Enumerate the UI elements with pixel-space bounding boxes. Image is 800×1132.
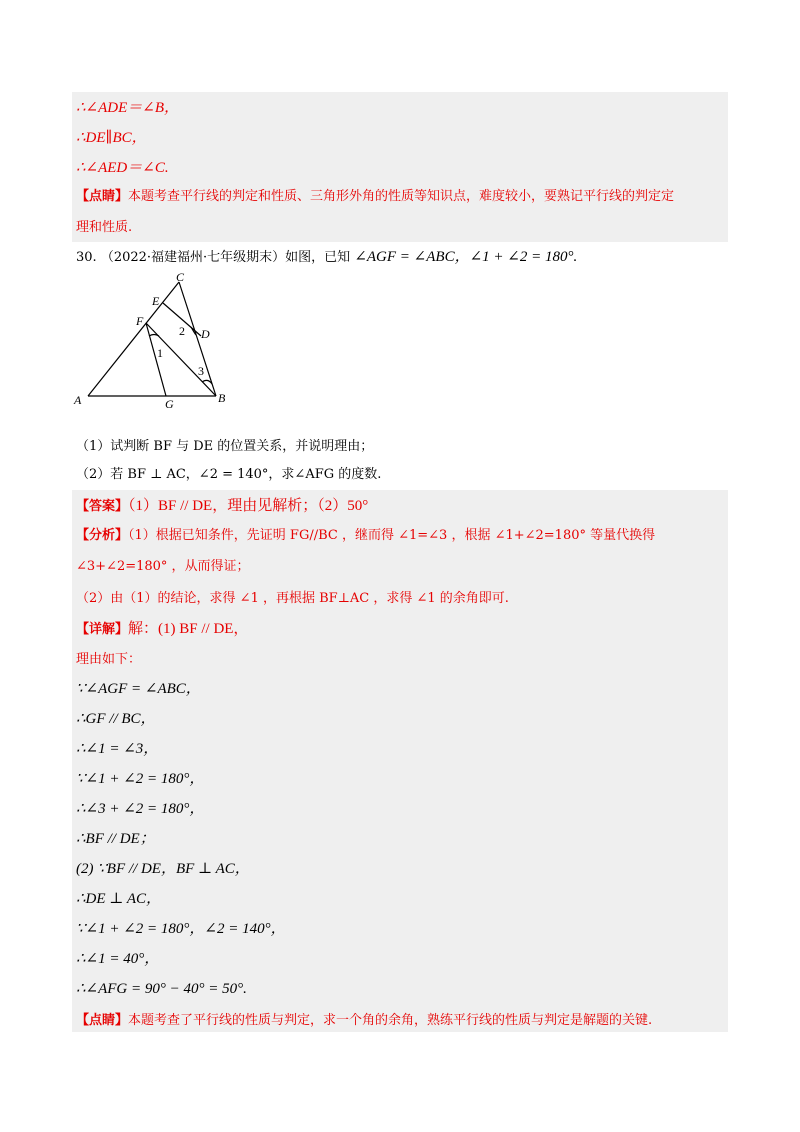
problem-source: （2022·福建福州·七年级期末）如图，已知 xyxy=(100,250,351,265)
solution-step: ∴GF // BC， xyxy=(76,711,156,727)
top-step-1: ∴∠ADE＝∠B， xyxy=(76,100,180,116)
label-D: D xyxy=(201,327,210,341)
segment-AC xyxy=(88,282,179,396)
question-2: （2）若 BF ⊥ AC，∠2 = 140°，求∠AFG 的度数. xyxy=(76,467,382,482)
answer-text: （1）BF // DE，理由见解析；（2）50° xyxy=(128,498,369,514)
label-A: A xyxy=(74,393,82,407)
solution-step: ∵∠1 + ∠2 = 180°， xyxy=(76,771,205,787)
final-comment-tag: 【点睛】 xyxy=(76,1013,129,1028)
top-step-3: ∴∠AED＝∠C. xyxy=(76,160,169,176)
answer-tag: 【答案】 xyxy=(76,499,129,514)
problem-condition: ∠AGF = ∠ABC，∠1 + ∠2 = 180°. xyxy=(354,249,578,265)
top-comment-line-1 xyxy=(76,188,674,206)
top-comment-line-2: 理和性质. xyxy=(76,220,133,235)
label-2: 2 xyxy=(179,324,185,338)
final-comment-text: 本题考查了平行线的性质与判定，求一个角的余角，熟练平行线的性质与判定是解题的关键. xyxy=(128,1013,653,1028)
label-G: G xyxy=(165,397,174,411)
solution-step: ∴∠1 = 40°， xyxy=(76,951,160,967)
question-1: （1）试判断 BF 与 DE 的位置关系，并说明理由； xyxy=(76,439,374,454)
solution-step: ∴∠AFG = 90° − 40° = 50°. xyxy=(76,981,247,997)
label-B: B xyxy=(218,391,226,405)
problem-number: 30. xyxy=(76,250,97,265)
reason-intro: 理由如下： xyxy=(76,652,142,667)
label-C: C xyxy=(176,272,185,284)
analysis-text-2: ∠3+∠2=180° ，从而得证； xyxy=(76,559,250,574)
solution-step: ∴∠1 = ∠3， xyxy=(76,741,159,757)
detail-tag: 【详解】 xyxy=(76,622,129,637)
top-comment-tag: 【点睛】 xyxy=(76,189,129,204)
solution-step: ∵∠1 + ∠2 = 180°，∠2 = 140°， xyxy=(76,921,286,937)
label-F: F xyxy=(136,314,144,328)
detail-first: 解：(1) BF // DE， xyxy=(128,621,249,637)
final-comment-line xyxy=(76,1012,652,1030)
problem-statement xyxy=(76,248,577,267)
solution-step: ∴∠3 + ∠2 = 180°， xyxy=(76,801,205,817)
label-E: E xyxy=(152,294,160,308)
analysis-tag: 【分析】 xyxy=(76,528,129,543)
label-1: 1 xyxy=(157,346,163,360)
detail-line xyxy=(76,620,248,639)
top-step-2: ∴DE∥BC， xyxy=(76,130,147,146)
solution-step: ∴BF // DE； xyxy=(76,831,155,847)
solution-step: ∵∠AGF = ∠ABC， xyxy=(76,681,201,697)
angle-arc-1 xyxy=(149,335,159,337)
solution-step: (2) ∵BF // DE，BF ⊥ AC， xyxy=(76,861,250,877)
analysis-text-3: （2）由（1）的结论，求得 ∠1 ，再根据 BF⊥AC ，求得 ∠1 的余角即可. xyxy=(76,591,509,606)
top-comment-text-1: 本题考查平行线的判定和性质、三角形外角的性质等知识点，难度较小，要熟记平行线的判定定 xyxy=(128,189,675,204)
segment-CB xyxy=(179,282,216,396)
analysis-line-1 xyxy=(76,527,655,545)
label-3: 3 xyxy=(198,364,204,378)
analysis-text-1: （1）根据已知条件，先证明 FG//BC ，继而得 ∠1=∠3 ，根据 ∠1+∠2=180° 等量代换得 xyxy=(128,528,656,543)
answer-line xyxy=(76,497,368,516)
geometry-figure xyxy=(68,272,248,412)
solution-step: ∴DE ⊥ AC， xyxy=(76,891,162,907)
